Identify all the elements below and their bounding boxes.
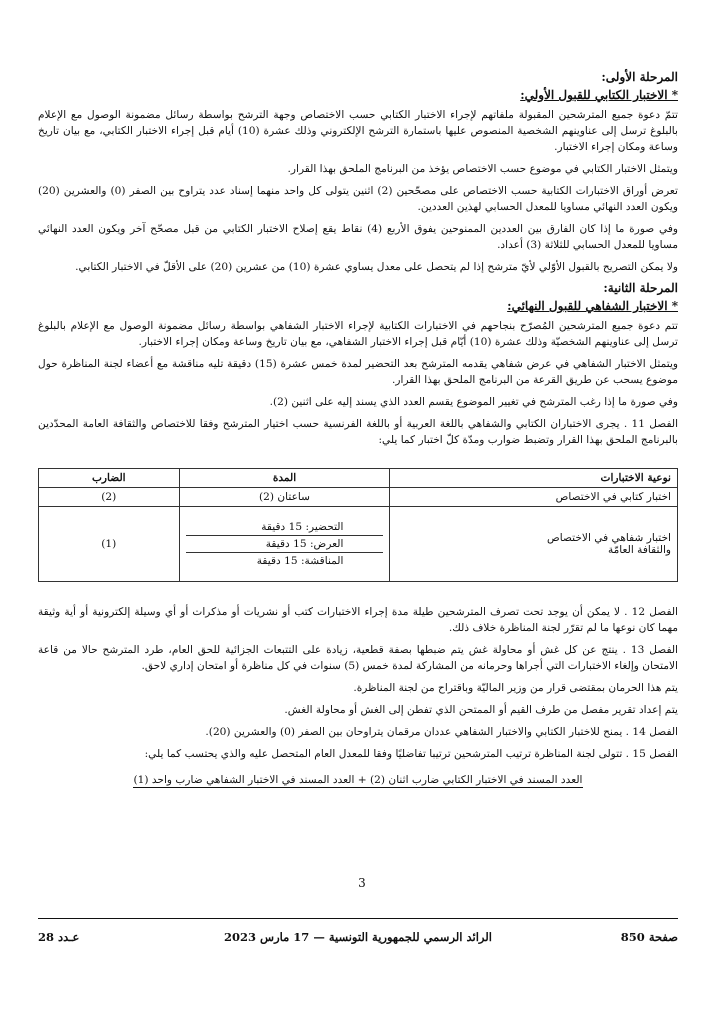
oral-test-duration [179, 507, 390, 582]
stage1-paragraph: تعرض أوراق الاختبارات الكتابية حسب الاختصاص على مصحّحين (2) اثنين يتولى كل واحد منهما إسناد عدد يتراوح بين الصفر (0) والعشرين (20) ويكون العدد النهائي مساويا للمعدل الحسابي لهذين العددين. [38, 185, 678, 213]
table-row [39, 507, 678, 582]
oral-test-type-line1: اختبار شفاهي في الاختصاص [546, 532, 671, 544]
stage2-paragraph: ويتمثل الاختبار الشفاهي في عرض شفاهي يقدمه المترشح بعد التحضير لمدة خمس عشرة (15) دقيقة تليه مناقشة مع أعضاء لجنة المناظرة حول موضوع يسحب عن طريق القرعة من البرنامج الملحق بهذا القرار. [38, 358, 679, 386]
article-15: الفصل 15 . تتولى لجنة المناظرة ترتيب المترشحين ترتيبا تفاضليًا وفقا للمعدل العام المتحصل عليه والذي يحتسب كما يلي: [144, 748, 678, 760]
written-test-type: اختبار كتابي في الاختصاص [390, 488, 678, 507]
stage2-paragraph: تتم دعوة جميع المترشحين المُصرّح بنجاحهم في الاختبارات الكتابية لإجراء الاختبار الشفاهي بواسطة رسائل مضمونة الوصول مع الإعلام بالبلوغ ترسل إلى عناوينهم الشخصيّة وذلك عشرة (10) أيّام قبل إجراء الاختبار الشفاهي، مع بيان تاريخ وساعة ومكان إجراء الاختبار. [38, 320, 678, 348]
article-13-b: يتم هذا الحرمان بمقتضى قرار من وزير الماليّة وباقتراح من لجنة المناظرة. [353, 682, 678, 694]
prep-duration: التحضير: 15 دقيقة [186, 519, 384, 536]
stage1-paragraph: ويتمثل الاختبار الكتابي في موضوع حسب الاختصاص يؤخذ من البرنامج الملحق بهذا القرار. [287, 163, 678, 175]
header-type: نوعية الاختبارات [390, 469, 678, 488]
footer-journal: الرائد الرسمي للجمهورية التونسية — 17 مارس 2023 [224, 930, 492, 944]
stage2-subtitle: * الاختبار الشفاهي للقبول النهائي: [507, 299, 678, 313]
footer-issue: عـدد 28 [38, 930, 80, 944]
page-body [38, 70, 678, 788]
written-test-coefficient: (2) [39, 488, 180, 507]
footer-page: صفحة 850 [620, 930, 678, 944]
stage1-paragraph: تتمّ دعوة جميع المترشحين المقبولة ملفاتهم لإجراء الاختبار الكتابي حسب الاختصاص وجهة الترشح بواسطة رسائل مضمونة الوصول مع الإعلام بالبلوغ ترسل إلى عناوينهم الشخصية المنصوص عليها باستمارة الترشح الإلكتروني وذلك عشرة (10) أيام قبل إجراء الاختبار الكتابي، مع بيان تاريخ وساعة ومكان إجراء الاختبار. [38, 109, 678, 153]
formula-block [38, 768, 678, 788]
article-13-c: يتم إعداد تقرير مفصل من طرف القيم أو الممتحن الذي تفطن إلى الغش أو محاولة الغش. [284, 704, 678, 716]
oral-test-type [390, 507, 678, 582]
tests-table [38, 468, 678, 582]
discussion-duration: المناقشة: 15 دقيقة [256, 555, 344, 567]
stage2-paragraph: وفي صورة ما إذا رغب المترشح في تغيير الموضوع يقسم العدد الذي يسند إليه على اثنين (2). [269, 396, 678, 408]
average-formula: العدد المسند في الاختبار الكتابي ضارب اثنان (2) + العدد المسند في الاختبار الشفاهي ضارب واحد (1) [133, 774, 583, 786]
oral-test-coefficient: (1) [39, 507, 180, 582]
article-12: الفصل 12 . لا يمكن أن يوجد تحت تصرف المترشحين طيلة مدة إجراء الاختبارات كتب أو نشريات أو مذكرات أو أي وسيلة إلكترونية أو أية وثيقة مهما كان نوعها ما لم تقرّر لجنة المناظرة خلاف ذلك. [38, 606, 678, 634]
written-test-duration: ساعتان (2) [179, 488, 390, 507]
stage1-title: المرحلة الأولى: [601, 70, 678, 84]
table-row [39, 488, 678, 507]
stage1-subtitle: * الاختبار الكتابي للقبول الأولي: [520, 88, 678, 102]
header-coefficient: الضارب [39, 469, 180, 488]
page-footer [38, 930, 678, 946]
oral-test-type-line2: والثقافة العامّة [607, 544, 671, 556]
stage1-paragraph: ولا يمكن التصريح بالقبول الأوّلي لأيّ مترشح إذا لم يتحصل على معدل يساوي عشرة (10) من عشرين (20) على الأقلّ في الاختبار الكتابي. [75, 261, 678, 273]
stage1-paragraph: وفي صورة ما إذا كان الفارق بين العددين الممنوحين يفوق الأربع (4) نقاط يقع إصلاح الاختبار الكتابي من قبل مصحّح آخر ويكون العدد النهائي مساويا للمعدل الحسابي للثلاثة (3) أعداد. [38, 223, 678, 251]
article-13: الفصل 13 . ينتج عن كل غش أو محاولة غش يتم ضبطها بصفة قطعية، زيادة على التتبعات الجزائية للحق العام، طرد المترشح حالا من قاعة الامتحان وإلغاء الاختبارات التي أجراها وحرمانه من المشاركة لمدة خمس (5) سنوات في كل مناظرة أو امتحان إداري لاحق. [38, 644, 678, 672]
header-duration: المدة [179, 469, 390, 488]
page-number: 3 [358, 876, 366, 890]
article-11: الفصل 11 . يجرى الاختباران الكتابي والشفاهي باللغة العربية أو باللغة الفرنسية حسب اختيار المترشح وفقا للاختصاص والثقافة العامة المحدّدين بالبرنامج الملحق بهذا القرار وتضبط ضوارب ومدّة كلّ اختبار كما يلي: [38, 418, 679, 446]
footer-divider [38, 918, 678, 919]
table-header-row [39, 469, 678, 488]
stage2-title: المرحلة الثانية: [603, 281, 678, 295]
article-14: الفصل 14 . يمنح للاختبار الكتابي والاختبار الشفاهي عددان مرقمان يتراوحان بين الصفر (0) والعشرين (20). [205, 726, 678, 738]
presentation-duration: العرض: 15 دقيقة [186, 536, 384, 553]
